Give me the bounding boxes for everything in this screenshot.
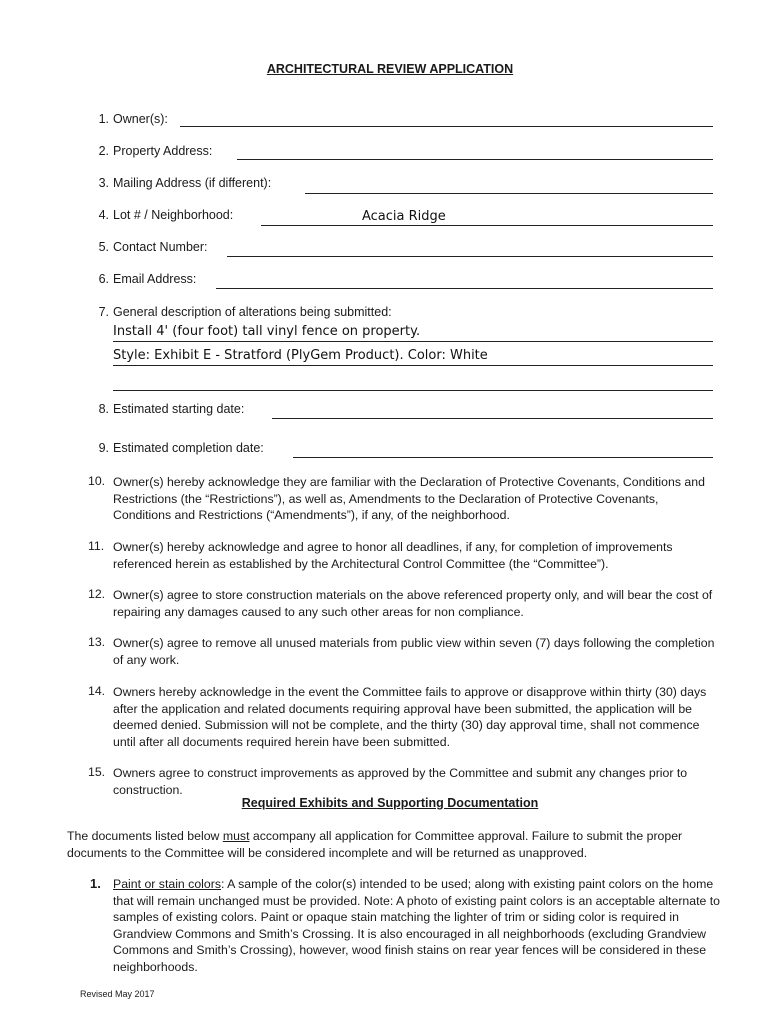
agreement-remove-materials: Owner(s) agree to remove all unused materials from public view within seven (7) days following the completion of any work. <box>113 636 715 667</box>
exhibit-number: 1. <box>90 876 101 891</box>
field-number: 2. <box>98 144 109 158</box>
completion-date-field[interactable] <box>293 457 713 458</box>
exhibit-text: : A sample of the color(s) intended to be used; along with existing paint colors on the home that will remain unchanged must be provided. Note: A photo of existing paint colors is an acceptable alternate to samples of existing colors. Paint or opaque stain matching the lighter of trim or siding color is required in Grandview Commons and Smith’s Crossing. It is also encouraged in all neighborhoods (excluding Grandview Commons and Smith’s Crossing), however, wood finish stains on rear year fences will be considered in these neighborhoods. <box>113 877 721 974</box>
field-number: 3. <box>98 176 109 190</box>
field-number: 6. <box>98 272 109 286</box>
exhibit-title: Paint or stain colors <box>113 877 221 891</box>
owners-field[interactable] <box>180 126 713 127</box>
mailing-address-label: Mailing Address (if different): <box>113 176 272 190</box>
agreement-construct-as-approved: Owners agree to construct improvements as approved by the Committee and submit any changes prior to construction. <box>113 766 688 797</box>
acknowledgement-restrictions: Owner(s) hereby acknowledge they are familiar with the Declaration of Protective Covenants, Conditions and Restrictions (the “Restrictions”), as well as, Amendments to the Declaration of Protective Covenants, Conditions and Restrictions (“Amendments”), if any, of the neighborhood. <box>113 475 705 522</box>
contact-number-field[interactable] <box>227 256 713 257</box>
intro-text-rest: accompany all application for Committee approval. Failure to submit the proper documents to the Committee will be considered incomplete and will be returned as unapproved. <box>67 829 683 860</box>
paragraph-number: 15. <box>88 765 106 779</box>
start-date-label: Estimated starting date: <box>113 402 245 416</box>
field-number: 4. <box>98 208 109 222</box>
field-number: 8. <box>98 402 109 416</box>
start-date-field[interactable] <box>272 418 713 419</box>
exhibit-paint-colors <box>113 876 723 975</box>
page-title: ARCHITECTURAL REVIEW APPLICATION <box>266 62 514 76</box>
alterations-field-3[interactable] <box>113 390 713 391</box>
contact-number-label: Contact Number: <box>113 240 208 254</box>
field-number: 1. <box>98 112 109 126</box>
paragraph-number: 13. <box>88 635 106 649</box>
acknowledgement-deadlines: Owner(s) hereby acknowledge and agree to honor all deadlines, if any, for completion of improvements referenced herein as established by the Architectural Control Committee (the “Committee”). <box>113 540 673 571</box>
alterations-field-1[interactable] <box>113 341 713 342</box>
paragraph-number: 11. <box>88 539 105 553</box>
mailing-address-field[interactable] <box>305 193 713 194</box>
email-address-field[interactable] <box>216 288 713 289</box>
paragraph-number: 14. <box>88 684 106 698</box>
intro-emphasis: must <box>222 829 250 843</box>
alterations-label: General description of alterations being submitted: <box>113 305 392 319</box>
lot-neighborhood-field[interactable] <box>261 225 713 226</box>
property-address-label: Property Address: <box>113 144 213 158</box>
paragraph-number: 10. <box>88 474 106 488</box>
alterations-field-2[interactable] <box>113 365 713 366</box>
completion-date-label: Estimated completion date: <box>113 441 264 455</box>
alterations-line-1: Install 4' (four foot) tall vinyl fence on property. <box>113 324 421 339</box>
acknowledgement-approval-timing: Owners hereby acknowledge in the event the Committee fails to approve or disapprove within thirty (30) days after the application and related documents requiring approval have been submitted, the application will be deemed denied. Submission will not be complete, and the thirty (30) day approval time, shall not commence until after all documents required herein have been submitted. <box>113 685 707 749</box>
owners-label: Owner(s): <box>113 112 168 126</box>
email-address-label: Email Address: <box>113 272 197 286</box>
intro-text: The documents listed below <box>67 829 223 843</box>
paragraph-number: 12. <box>88 587 106 601</box>
intro-paragraph <box>67 828 727 861</box>
property-address-field[interactable] <box>237 159 713 160</box>
field-number: 5. <box>98 240 109 254</box>
footer-revision: Revised May 2017 <box>80 989 155 999</box>
lot-neighborhood-value: Acacia Ridge <box>362 209 446 224</box>
field-number: 7. <box>98 305 109 319</box>
lot-neighborhood-label: Lot # / Neighborhood: <box>113 208 234 222</box>
agreement-materials-storage: Owner(s) agree to store construction materials on the above referenced property only, and will bear the cost of repairing any damages caused to any such other areas for non compliance. <box>113 588 713 619</box>
field-number: 9. <box>98 441 109 455</box>
alterations-line-2: Style: Exhibit E - Stratford (PlyGem Product). Color: White <box>113 348 488 363</box>
section-title: Required Exhibits and Supporting Documentation <box>241 796 539 810</box>
